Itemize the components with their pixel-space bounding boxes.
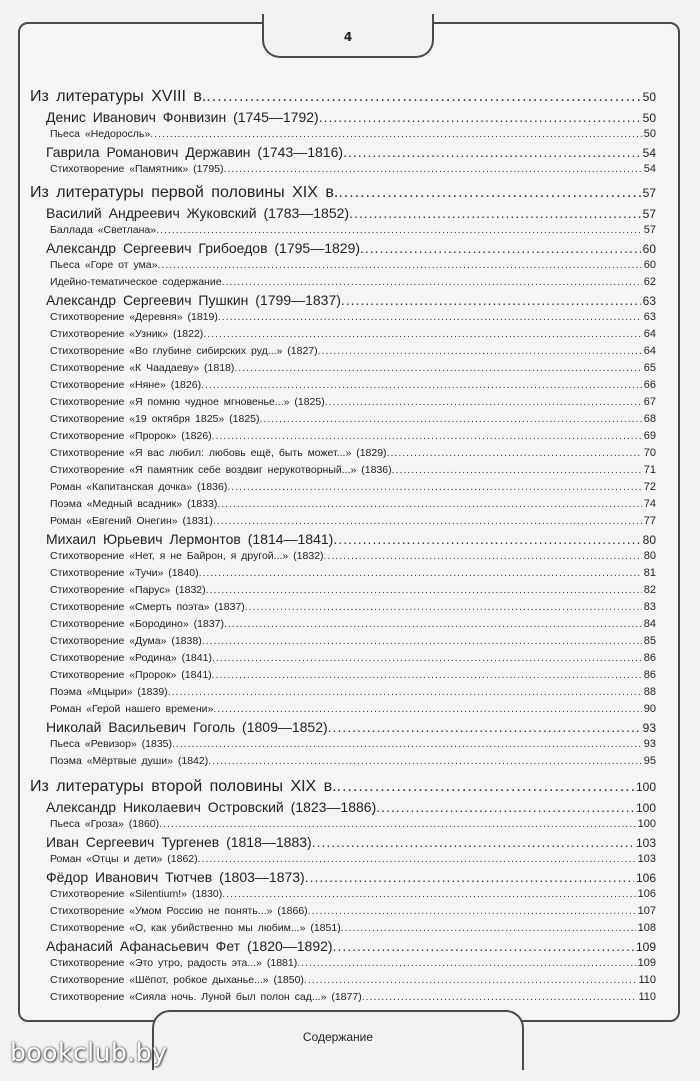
toc-entry-page: 83 <box>643 601 656 613</box>
toc-entry-title: Стихотворение «Узник» (1822) <box>50 328 204 340</box>
toc-entry-title: Роман «Герой нашего времени» <box>50 703 214 715</box>
toc-leader-dots <box>341 291 641 309</box>
toc-leader-dots <box>202 633 642 650</box>
toc-entry-level-3 <box>30 377 656 394</box>
watermark: bookclub.by <box>10 1038 168 1067</box>
toc-entry-level-3 <box>30 582 656 599</box>
toc-entry-title: Стихотворение «Смерть поэта» (1837) <box>50 601 245 613</box>
toc-entry-title: Идейно-тематическое содержание <box>50 276 222 288</box>
toc-entry-page: 106 <box>635 871 656 885</box>
toc-entry-level-2 <box>30 291 656 309</box>
toc-leader-dots <box>222 886 635 903</box>
toc-leader-dots <box>245 599 642 616</box>
toc-entry-page: 74 <box>643 498 656 510</box>
toc-entry-title: Пьеса «Ревизор» (1835) <box>50 738 173 750</box>
toc-entry-title: Пьеса «Недоросль» <box>50 128 151 140</box>
toc-leader-dots <box>333 937 634 955</box>
toc-entry-page: 77 <box>643 515 656 527</box>
toc-entry-page: 64 <box>643 328 656 340</box>
toc-leader-dots <box>218 309 642 326</box>
toc-entry-level-3 <box>30 309 656 326</box>
toc-entry-title: Стихотворение «Я памятник себе воздвиг нерукотворный...» (1836) <box>50 464 392 476</box>
toc-entry-page: 88 <box>643 686 656 698</box>
toc-leader-dots <box>217 496 641 513</box>
toc-entry-page: 67 <box>643 396 656 408</box>
toc-entry-page: 50 <box>642 90 656 104</box>
toc-entry-page: 103 <box>637 853 656 865</box>
toc-leader-dots <box>297 955 635 972</box>
footer-title: Содержание <box>302 1030 374 1044</box>
toc-entry-title: Стихотворение «Сияла ночь. Луной был полон сад...» (1877) <box>50 991 362 1003</box>
toc-entry-level-3 <box>30 257 656 274</box>
toc-entry-page: 100 <box>635 801 656 815</box>
toc-entry-level-3 <box>30 360 656 377</box>
toc-leader-dots <box>159 816 636 833</box>
toc-entry-level-3 <box>30 701 656 718</box>
toc-leader-dots <box>206 86 640 108</box>
toc-leader-dots <box>158 257 642 274</box>
toc-entry-level-3 <box>30 684 656 701</box>
toc-leader-dots <box>222 274 642 291</box>
toc-leader-dots <box>213 513 642 530</box>
toc-entry-title: Роман «Капитанская дочка» (1836) <box>50 481 228 493</box>
toc-entry-page: 107 <box>637 905 656 917</box>
toc-entry-level-3 <box>30 513 656 530</box>
toc-leader-dots <box>308 903 636 920</box>
toc-leader-dots <box>234 360 641 377</box>
toc-entry-level-3 <box>30 955 656 972</box>
toc-leader-dots <box>156 222 642 239</box>
toc-entry-level-2 <box>30 108 656 126</box>
toc-entry-title: Из литературы первой половины XIX в. <box>30 184 339 201</box>
page-number: 4 <box>343 30 353 44</box>
toc-leader-dots <box>312 833 634 851</box>
toc-entry-level-3 <box>30 222 656 239</box>
toc-entry-title: Стихотворение «Парус» (1832) <box>50 584 206 596</box>
toc-entry-level-3 <box>30 565 656 582</box>
toc-entry-level-3 <box>30 445 656 462</box>
toc-entry-page: 57 <box>642 207 656 221</box>
toc-entry-title: Александр Николаевич Островский (1823—1886) <box>46 799 377 815</box>
toc-leader-dots <box>172 736 642 753</box>
toc-leader-dots <box>208 753 642 770</box>
toc-entry-title: Стихотворение «19 октября 1825» (1825) <box>50 413 260 425</box>
toc-entry-page: 90 <box>643 703 656 715</box>
toc-entry-page: 109 <box>637 957 656 969</box>
toc-entry-level-3 <box>30 496 656 513</box>
toc-entry-page: 110 <box>638 974 656 986</box>
toc-entry-level-3 <box>30 274 656 291</box>
toc-entry-page: 109 <box>635 940 656 954</box>
toc-entry-page: 106 <box>637 888 656 900</box>
toc-entry-page: 57 <box>642 186 656 200</box>
toc-leader-dots <box>333 530 640 548</box>
toc-leader-dots <box>338 182 640 204</box>
toc-entry-title: Денис Иванович Фонвизин (1745—1792) <box>46 109 319 125</box>
toc-entry-level-1 <box>30 776 656 798</box>
toc-leader-dots <box>224 161 642 178</box>
toc-entry-page: 54 <box>643 163 656 175</box>
toc-entry-level-3 <box>30 479 656 496</box>
toc-entry-level-3 <box>30 411 656 428</box>
toc-entry-level-3 <box>30 343 656 360</box>
toc-entry-title: Роман «Евгений Онегин» (1831) <box>50 515 213 527</box>
toc-entry-page: 86 <box>643 669 656 681</box>
toc-leader-dots <box>319 108 641 126</box>
toc-entry-title: Афанасий Афанасьевич Фет (1820—1892) <box>46 938 333 954</box>
toc-leader-dots <box>318 343 642 360</box>
toc-leader-dots <box>212 650 642 667</box>
toc-entry-title: Иван Сергеевич Тургенев (1818—1883) <box>46 834 312 850</box>
toc-leader-dots <box>150 126 642 143</box>
toc-leader-dots <box>392 462 642 479</box>
toc-entry-level-2 <box>30 530 656 548</box>
toc-entry-title: Поэма «Мцыри» (1839) <box>50 686 168 698</box>
toc-entry-level-3 <box>30 633 656 650</box>
toc-entry-level-2 <box>30 239 656 257</box>
toc-entry-page: 63 <box>642 294 656 308</box>
toc-entry-level-2 <box>30 937 656 955</box>
toc-entry-title: Стихотворение «Silentium!» (1830) <box>50 888 223 900</box>
toc-entry-level-2 <box>30 143 656 161</box>
toc-entry-title: Стихотворение «Деревня» (1819) <box>50 311 218 323</box>
toc-entry-page: 103 <box>635 836 656 850</box>
toc-entry-level-2 <box>30 798 656 816</box>
toc-leader-dots <box>203 326 641 343</box>
toc-leader-dots <box>206 582 642 599</box>
toc-leader-dots <box>212 667 642 684</box>
toc-leader-dots <box>324 548 642 565</box>
toc-entry-title: Пьеса «Гроза» (1860) <box>50 818 160 830</box>
toc-entry-title: Василий Андреевич Жуковский (1783—1852) <box>46 205 350 221</box>
toc-entry-page: 70 <box>643 447 656 459</box>
toc-leader-dots <box>168 684 642 701</box>
toc-entry-level-2 <box>30 718 656 736</box>
toc-entry-title: Стихотворение «Нет, я не Байрон, я другой...» (1832) <box>50 550 324 562</box>
toc-entry-level-3 <box>30 548 656 565</box>
toc-entry-page: 57 <box>643 224 656 236</box>
toc-entry-title: Стихотворение «Памятник» (1795) <box>50 163 224 175</box>
toc-entry-level-3 <box>30 126 656 143</box>
toc-entry-title: Баллада «Светлана» <box>50 224 157 236</box>
toc-leader-dots <box>304 972 637 989</box>
toc-entry-title: Стихотворение «Это утро, радость эта...» (1881) <box>50 957 298 969</box>
toc-leader-dots <box>376 798 634 816</box>
toc-entry-title: Пьеса «Горе от ума» <box>50 259 158 271</box>
toc-entry-page: 60 <box>643 259 656 271</box>
toc-entry-title: Стихотворение «Пророк» (1841) <box>50 669 212 681</box>
toc-leader-dots <box>213 701 641 718</box>
toc-entry-title: Фёдор Иванович Тютчев (1803—1873) <box>46 869 305 885</box>
toc-entry-title: Стихотворение «О, как убийственно мы любим...» (1851) <box>50 922 341 934</box>
toc-entry-title: Стихотворение «К Чаадаеву» (1818) <box>50 362 235 374</box>
toc-entry-title: Александр Сергеевич Пушкин (1799—1837) <box>46 292 341 308</box>
toc-entry-level-3 <box>30 462 656 479</box>
toc-entry-page: 95 <box>643 755 656 767</box>
toc-entry-page: 54 <box>642 146 656 160</box>
toc-entry-title: Стихотворение «Родина» (1841) <box>50 652 212 664</box>
toc-entry-level-3 <box>30 753 656 770</box>
toc-entry-level-3 <box>30 920 656 937</box>
toc-entry-page: 68 <box>643 413 656 425</box>
toc-entry-title: Стихотворение «Умом Россию не понять...» (1866) <box>50 905 308 917</box>
toc-leader-dots <box>387 445 642 462</box>
toc-entry-level-3 <box>30 599 656 616</box>
toc-entry-page: 80 <box>643 550 656 562</box>
toc-entry-page: 108 <box>637 922 656 934</box>
toc-entry-title: Стихотворение «Я помню чудное мгновенье...» (1825) <box>50 396 325 408</box>
toc-entry-page: 60 <box>642 242 656 256</box>
toc-entry-page: 64 <box>643 345 656 357</box>
toc-entry-page: 93 <box>642 721 656 735</box>
toc-entry-level-3 <box>30 428 656 445</box>
toc-entry-page: 50 <box>642 111 656 125</box>
toc-entry-level-3 <box>30 972 656 989</box>
toc-entry-page: 85 <box>643 635 656 647</box>
toc-leader-dots <box>362 989 637 1006</box>
toc-entry-page: 82 <box>643 584 656 596</box>
toc-entry-level-3 <box>30 667 656 684</box>
toc-leader-dots <box>325 394 642 411</box>
toc-entry-level-3 <box>30 326 656 343</box>
toc-leader-dots <box>360 239 641 257</box>
toc-entry-title: Стихотворение «Бородино» (1837) <box>50 618 224 630</box>
toc-entry-title: Стихотворение «Я вас любил: любовь ещё, быть может...» (1829) <box>50 447 387 459</box>
toc-entry-page: 93 <box>643 738 656 750</box>
toc-entry-page: 66 <box>643 379 656 391</box>
table-of-contents <box>30 86 656 1006</box>
toc-entry-level-3 <box>30 161 656 178</box>
toc-entry-page: 84 <box>643 618 656 630</box>
toc-leader-dots <box>198 851 636 868</box>
toc-entry-page: 81 <box>643 567 656 579</box>
toc-entry-level-3 <box>30 394 656 411</box>
toc-entry-level-3 <box>30 851 656 868</box>
toc-entry-title: Александр Сергеевич Грибоедов (1795—1829) <box>46 240 361 256</box>
toc-entry-title: Стихотворение «Тучи» (1840) <box>50 567 199 579</box>
toc-entry-level-3 <box>30 616 656 633</box>
toc-leader-dots <box>260 411 642 428</box>
toc-entry-page: 86 <box>643 652 656 664</box>
toc-entry-title: Роман «Отцы и дети» (1862) <box>50 853 198 865</box>
toc-entry-title: Николай Васильевич Гоголь (1809—1852) <box>46 719 328 735</box>
toc-entry-page: 69 <box>643 430 656 442</box>
toc-entry-page: 63 <box>643 311 656 323</box>
toc-entry-level-1 <box>30 182 656 204</box>
toc-entry-page: 110 <box>638 991 656 1003</box>
toc-entry-page: 100 <box>637 818 656 830</box>
toc-entry-title: Гаврила Романович Державин (1743—1816) <box>46 144 344 160</box>
toc-entry-level-2 <box>30 204 656 222</box>
toc-entry-page: 62 <box>643 276 656 288</box>
toc-leader-dots <box>349 204 641 222</box>
toc-leader-dots <box>341 920 636 937</box>
toc-entry-page: 80 <box>642 533 656 547</box>
toc-entry-level-3 <box>30 736 656 753</box>
toc-leader-dots <box>337 776 634 798</box>
toc-entry-page: 71 <box>643 464 656 476</box>
toc-entry-title: Стихотворение «Дума» (1838) <box>50 635 202 647</box>
toc-leader-dots <box>227 479 641 496</box>
toc-entry-level-1 <box>30 86 656 108</box>
toc-leader-dots <box>212 428 642 445</box>
toc-entry-title: Поэма «Мёртвые души» (1842) <box>50 755 209 767</box>
toc-leader-dots <box>343 143 641 161</box>
toc-entry-title: Стихотворение «Во глубине сибирских руд...» (1827) <box>50 345 318 357</box>
toc-entry-page: 72 <box>643 481 656 493</box>
toc-entry-title: Стихотворение «Няне» (1826) <box>50 379 202 391</box>
toc-entry-title: Из литературы второй половины XIX в. <box>30 778 337 795</box>
toc-entry-title: Стихотворение «Пророк» (1826) <box>50 430 212 442</box>
toc-entry-title: Стихотворение «Шёпот, робкое дыханье...» (1850) <box>50 974 304 986</box>
toc-leader-dots <box>305 868 634 886</box>
toc-entry-level-3 <box>30 989 656 1006</box>
toc-entry-page: 65 <box>643 362 656 374</box>
toc-leader-dots <box>328 718 641 736</box>
toc-leader-dots <box>224 616 642 633</box>
toc-entry-title: Михаил Юрьевич Лермонтов (1814—1841) <box>46 531 334 547</box>
toc-entry-level-3 <box>30 816 656 833</box>
toc-entry-title: Из литературы XVIII в. <box>30 88 207 105</box>
toc-entry-page: 50 <box>643 128 656 140</box>
toc-entry-level-3 <box>30 650 656 667</box>
toc-entry-title: Поэма «Медный всадник» (1833) <box>50 498 218 510</box>
toc-leader-dots <box>201 377 642 394</box>
toc-entry-level-2 <box>30 833 656 851</box>
toc-entry-page: 100 <box>635 780 656 794</box>
toc-entry-level-3 <box>30 903 656 920</box>
toc-leader-dots <box>199 565 642 582</box>
toc-entry-level-2 <box>30 868 656 886</box>
toc-entry-level-3 <box>30 886 656 903</box>
